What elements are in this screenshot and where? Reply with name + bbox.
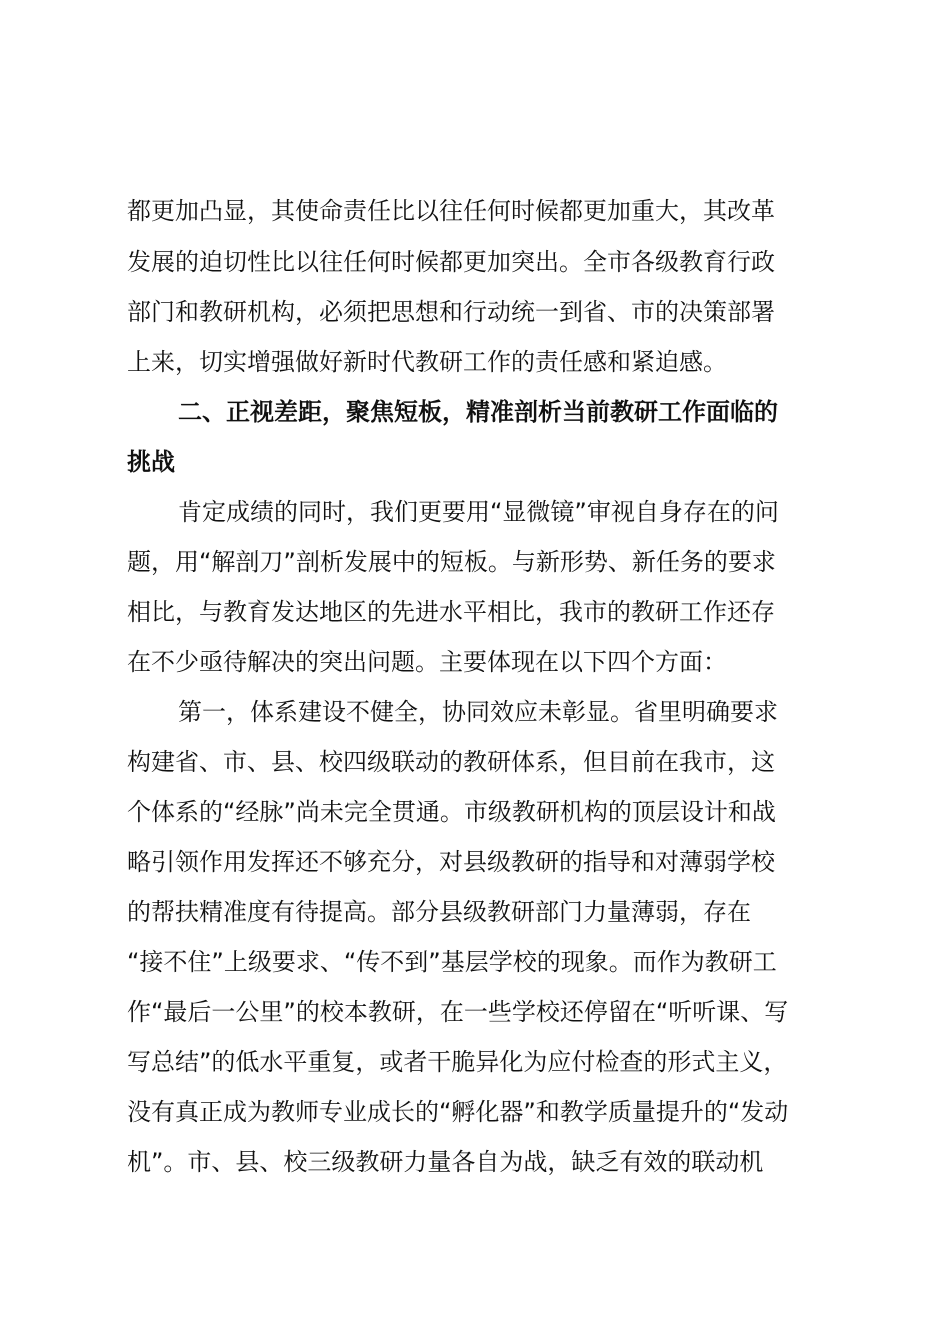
paragraph-line: 题，用“解剖刀”剖析发展中的短板。与新形势、新任务的要求 (127, 548, 776, 576)
paragraph-line: “接不住”上级要求、“传不到”基层学校的现象。而作为教研工 (127, 948, 777, 976)
paragraph-line: 肯定成绩的同时，我们更要用“显微镜”审视自身存在的问 (178, 498, 779, 526)
paragraph-line: 作“最后一公里”的校本教研，在一些学校还停留在“听听课、写 (127, 998, 789, 1026)
section-heading: 二、正视差距，聚焦短板，精准剖析当前教研工作面临的 (178, 398, 778, 426)
paragraph-line: 的帮扶精准度有待提高。部分县级教研部门力量薄弱，存在 (127, 898, 751, 926)
paragraph-line: 构建省、市、县、校四级联动的教研体系，但目前在我市，这 (127, 748, 775, 776)
section-heading-continued: 挑战 (127, 448, 175, 476)
paragraph-line: 相比，与教育发达地区的先进水平相比，我市的教研工作还存 (127, 598, 775, 626)
paragraph-line: 机”。市、县、校三级教研力量各自为战，缺乏有效的联动机 (127, 1148, 764, 1176)
paragraph-line: 都更加凸显，其使命责任比以往任何时候都更加重大，其改革 (127, 197, 775, 225)
paragraph-line: 略引领作用发挥还不够充分，对县级教研的指导和对薄弱学校 (127, 848, 775, 876)
paragraph-line: 上来，切实增强做好新时代教研工作的责任感和紧迫感。 (127, 348, 727, 376)
paragraph-line: 发展的迫切性比以往任何时候都更加突出。全市各级教育行政 (127, 248, 775, 276)
paragraph-line: 没有真正成为教师专业成长的“孵化器”和教学质量提升的“发动 (127, 1098, 789, 1126)
paragraph-line: 第一，体系建设不健全，协同效应未彰显。省里明确要求 (178, 698, 778, 726)
paragraph-line: 个体系的“经脉”尚未完全贯通。市级教研机构的顶层设计和战 (127, 798, 776, 826)
paragraph-line: 在不少亟待解决的突出问题。主要体现在以下四个方面： (127, 648, 727, 676)
paragraph-line: 写总结”的低水平重复，或者干脆异化为应付检查的形式主义， (127, 1048, 788, 1076)
paragraph-line: 部门和教研机构，必须把思想和行动统一到省、市的决策部署 (127, 298, 775, 326)
